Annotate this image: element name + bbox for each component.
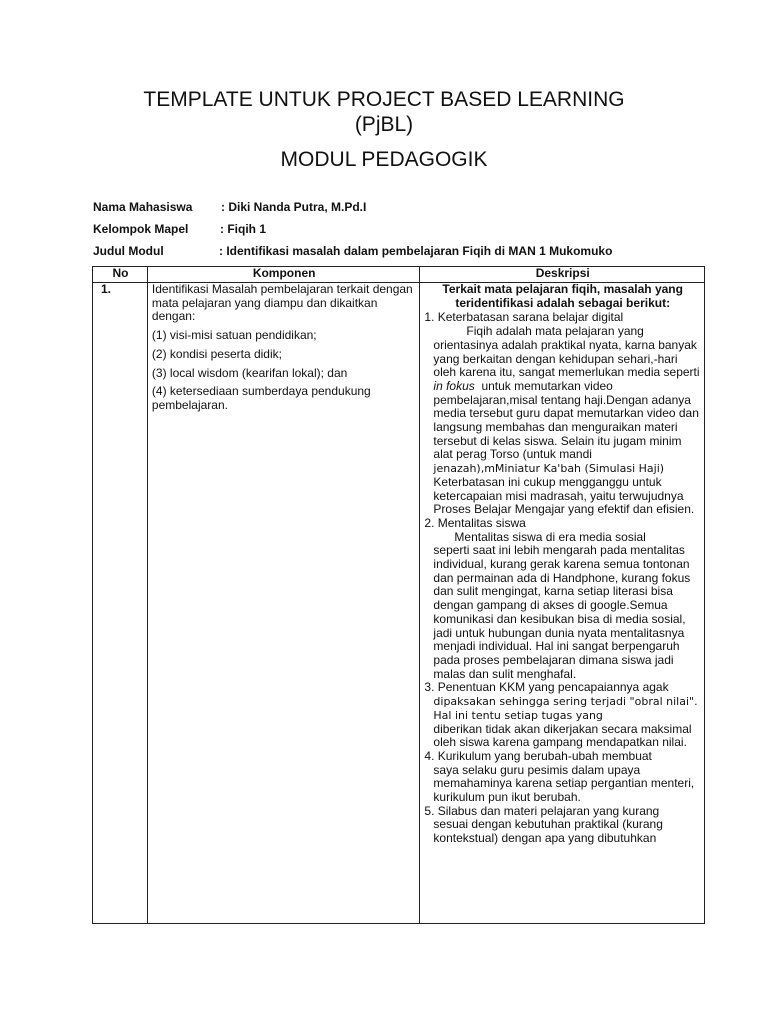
komponen-item-3: (3) local wisdom (kearifan lokal); dan: [151, 365, 348, 380]
judul-label: Judul Modul: [93, 244, 164, 258]
table-row: [93, 283, 705, 924]
document-title: TEMPLATE UNTUK PROJECT BASED LEARNING: [143, 88, 625, 111]
table-header-row: [93, 267, 705, 283]
header-komponen: Komponen: [147, 267, 420, 283]
module-title: MODUL PEDAGOGIK: [280, 148, 488, 171]
problem-2-body: seperti saat ini lebih mengarah pada mentalitas individual, kurang gerak karena semua tontonan dan permainan ada di Handphone, kurang fokus dan sulit mengingat, karna setiap literasi bisa dengan gampang di akses di google.Semua komunikasi dan kesibukan bisa di media sosial, jadi untuk hubungan dunia nyata mentalitasnya menjadi individual. Hal ini sangat berpengaruh pada proses pembelajaran dimana siswa jadi malas dan sulit menghafal.: [433, 543, 691, 681]
problem-2: [424, 517, 701, 681]
problem-1-lead: Fiqih adalah mata pelajaran yang: [466, 324, 644, 339]
nama-label: Nama Mahasiswa: [93, 200, 193, 214]
komponen-item-2: (2) kondisi peserta didik;: [151, 346, 282, 361]
header-deskripsi: Deskripsi: [420, 267, 705, 283]
problem-1-tools: jenazah),mMiniatur Ka'bah (Simulasi Haji): [433, 462, 665, 476]
problem-3-body: diberikan tidak akan dikerjakan secara maksimal oleh siswa karena gampang mendapatkan nilai.: [433, 721, 692, 750]
problem-3-lead: dipaksakan sehingga sering terjadi "obral nilai". Hal ini tentu setiap tugas yang: [433, 695, 698, 722]
problem-5: [424, 805, 701, 846]
problem-1-body: orientasinya adalah praktikal nyata, karna banyak yang berkaitan dengan kehidupan sehari,-hari oleh karena itu, sangat memerlukan media seperti in fokus untuk memutarkan video pembelajaran,misal tentang haji.Dengan adanya media tersebut guru dapat memutarkan video dan langsung membahas dan menguraikan materi tersebut di kelas siswa. Selain itu jugam minim alat perag Torso (untuk mandi: [433, 337, 700, 462]
problem-5-title: 5. Silabus dan materi pelajaran yang kurang: [424, 803, 660, 818]
komponen-item-4: (4) ketersediaan sumberdaya pendukung pembelajaran.: [151, 384, 371, 412]
problem-1-impact: Keterbatasan ini cukup mengganggu untuk ketercapaian misi madrasah, yaitu terwujudnya Proses Belajar Mengajar yang efektif dan efisien.: [433, 474, 695, 517]
problem-4-title: 4. Kurikulum yang berubah-ubah membuat: [424, 748, 652, 763]
problem-4: [424, 750, 701, 805]
problem-1-title: 1. Keterbatasan sarana belajar digital: [424, 310, 624, 325]
komponen-intro: Identifikasi Masalah pembelajaran terkait dengan mata pelajaran yang diampu dan dikaitkan dengan:: [151, 282, 413, 324]
project-table: [92, 266, 705, 924]
judul-value: : Identifikasi masalah dalam pembelajaran Fiqih di MAN 1 Mukomuko: [219, 244, 613, 258]
nama-value: : Diki Nanda Putra, M.Pd.I: [221, 200, 367, 214]
problem-2-title: 2. Mentalitas siswa: [424, 515, 526, 530]
row-number: 1.: [93, 283, 148, 924]
problem-5-body: sesuai dengan kebutuhan praktikal (kurang kontekstual) dengan apa yang dibutuhkan: [433, 817, 663, 846]
problem-4-body: saya selaku guru pesimis dalam upaya memahaminya karena setiap pergantian menteri, kurikulum pun ikut berubah.: [433, 762, 695, 805]
problem-3: [424, 681, 701, 750]
komponen-cell: [147, 283, 420, 924]
document-subtitle: (PjBL): [354, 113, 414, 136]
problem-1: [424, 311, 701, 517]
komponen-item-1: (1) visi-misi satuan pendidikan;: [151, 328, 317, 343]
deskripsi-cell: [420, 283, 705, 924]
header-no: No: [93, 267, 148, 283]
deskripsi-heading: Terkait mata pelajaran fiqih, masalah yang teridentifikasi adalah sebagai berikut:: [442, 282, 683, 310]
kelompok-value: : Fiqih 1: [220, 222, 266, 236]
problem-2-lead: Mentalitas siswa di era media sosial: [454, 529, 646, 544]
problem-3-title: 3. Penentuan KKM yang pencapaiannya agak: [424, 680, 669, 695]
kelompok-label: Kelompok Mapel: [93, 222, 189, 236]
